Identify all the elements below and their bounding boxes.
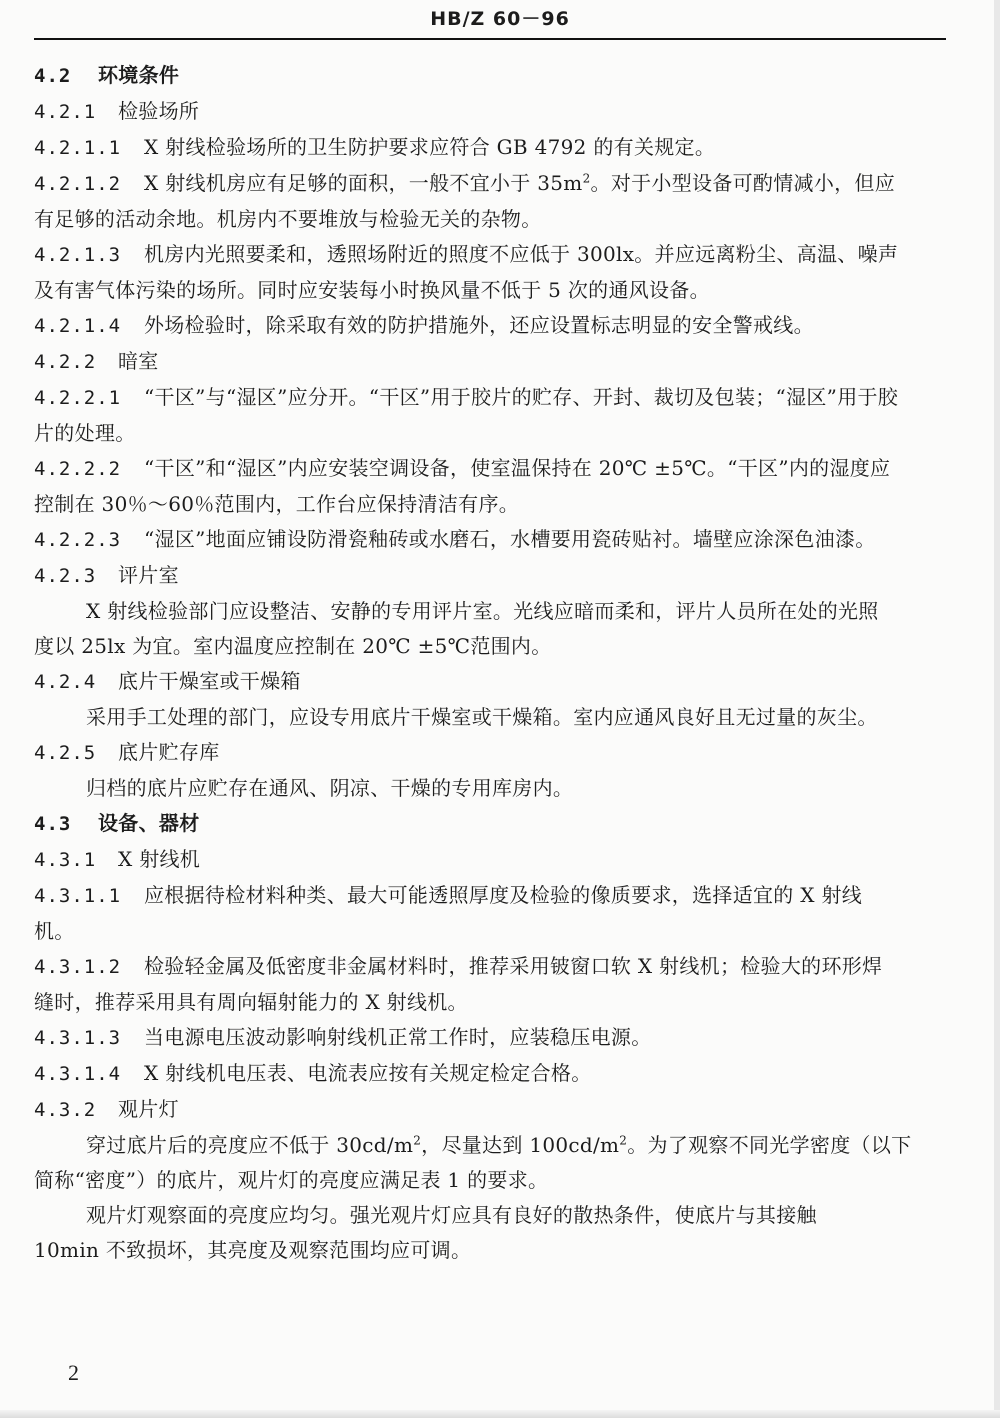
section-4-2-heading: 4.2 环境条件 [34,63,180,87]
clause-4-2-1-4: 4.2.1.4 外场检验时，除采取有效的防护措施外，还应设置标志明显的安全警戒线。 [34,313,814,337]
section-4-2-3-para-cont: 度以 25lx 为宜。室内温度应控制在 20℃ ±5℃范围内。 [34,634,552,658]
clause-4-3-1-1-cont: 机。 [34,919,75,943]
section-4-3-2-para-2: 观片灯观察面的亮度应均匀。强光观片灯应具有良好的散热条件，使底片与其接触 [86,1203,817,1227]
section-4-2-4-heading: 4.2.4 底片干燥室或干燥箱 [34,669,301,693]
document-body [34,58,972,1268]
section-4-2-1-heading: 4.2.1 检验场所 [34,99,200,123]
standard-code-header: HB/Z 60－96 [430,8,570,30]
clause-4-2-2-2-cont: 控制在 30％～60％范围内，工作台应保持清洁有序。 [34,492,520,516]
section-4-2-2-heading: 4.2.2 暗室 [34,349,159,373]
section-4-2-5-para: 归档的底片应贮存在通风、阴凉、干燥的专用库房内。 [86,776,574,800]
clause-4-2-2-1-cont: 片的处理。 [34,421,136,445]
section-4-2-5-heading: 4.2.5 底片贮存库 [34,740,220,764]
clause-4-2-1-3-cont: 及有害气体污染的场所。同时应安装每小时换风量不低于 5 次的通风设备。 [34,278,710,302]
section-4-2-3-para: X 射线检验部门应设整洁、安静的专用评片室。光线应暗而柔和，评片人员所在处的光照 [86,599,879,623]
clause-4-2-1-2-cont: 有足够的活动余地。机房内不要堆放与检验无关的杂物。 [34,207,542,231]
section-4-2-4-para: 采用手工处理的部门，应设专用底片干燥室或干燥箱。室内应通风良好且无过量的灰尘。 [86,705,878,729]
section-4-3-2-para-1: 穿过底片后的亮度应不低于 $30cd/m^2$，尽量达到 $100cd/m^2$。为了观察不同光学密度（以下 [86,1133,912,1157]
clause-4-2-1-3: 4.2.1.3 机房内光照要柔和，透照场附近的照度不应低于 300lx。并应远离粉尘、高温、噪声 [34,242,899,266]
section-4-3-heading: 4.3 设备、器材 [34,811,200,835]
section-4-3-2-para-2-cont: 10min 不致损坏，其亮度及观察范围均应可调。 [34,1238,472,1262]
section-4-3-2-heading: 4.3.2 观片灯 [34,1097,179,1121]
page-number: 2 [68,1360,79,1385]
section-4-2-3-heading: 4.2.3 评片室 [34,563,179,587]
header-divider [34,38,946,40]
clause-4-2-2-3: 4.2.2.3 “湿区”地面应铺设防滑瓷釉砖或水磨石，水槽要用瓷砖贴衬。墙壁应涂深色油漆。 [34,527,876,551]
clause-4-2-1-1: 4.2.1.1 X 射线检验场所的卫生防护要求应符合 GB 4792 的有关规定。 [34,135,716,159]
clause-4-2-2-2: 4.2.2.2 “干区”和“湿区”内应安装空调设备，使室温保持在 20℃ ±5℃。“干区”内的湿度应 [34,456,891,480]
page-bottom-edge [0,1410,1000,1418]
clause-4-3-1-2-cont: 缝时，推荐采用具有周向辐射能力的 X 射线机。 [34,990,468,1014]
section-4-3-1-heading: 4.3.1 X 射线机 [34,847,201,871]
clause-4-3-1-3: 4.3.1.3 当电源电压波动影响射线机正常工作时，应装稳压电源。 [34,1025,652,1049]
clause-4-2-2-1: 4.2.2.1 “干区”与“湿区”应分开。“干区”用于胶片的贮存、开封、裁切及包装；“湿区”用于胶 [34,385,899,409]
clause-4-2-1-2: 4.2.1.2 X 射线机房应有足够的面积，一般不宜小于 $35m^2$。对于小型设备可酌情减小，但应 [34,171,896,195]
clause-4-3-1-1: 4.3.1.1 应根据待检材料种类、最大可能透照厚度及检验的像质要求，选择适宜的 X 射线 [34,883,863,907]
clause-4-3-1-2: 4.3.1.2 检验轻金属及低密度非金属材料时，推荐采用铍窗口软 X 射线机；检验大的环形焊 [34,954,883,978]
section-4-3-2-para-1-cont: 简称“密度”）的底片，观片灯的亮度应满足表 1 的要求。 [34,1168,549,1192]
clause-4-3-1-4: 4.3.1.4 X 射线机电压表、电流表应按有关规定检定合格。 [34,1061,592,1085]
